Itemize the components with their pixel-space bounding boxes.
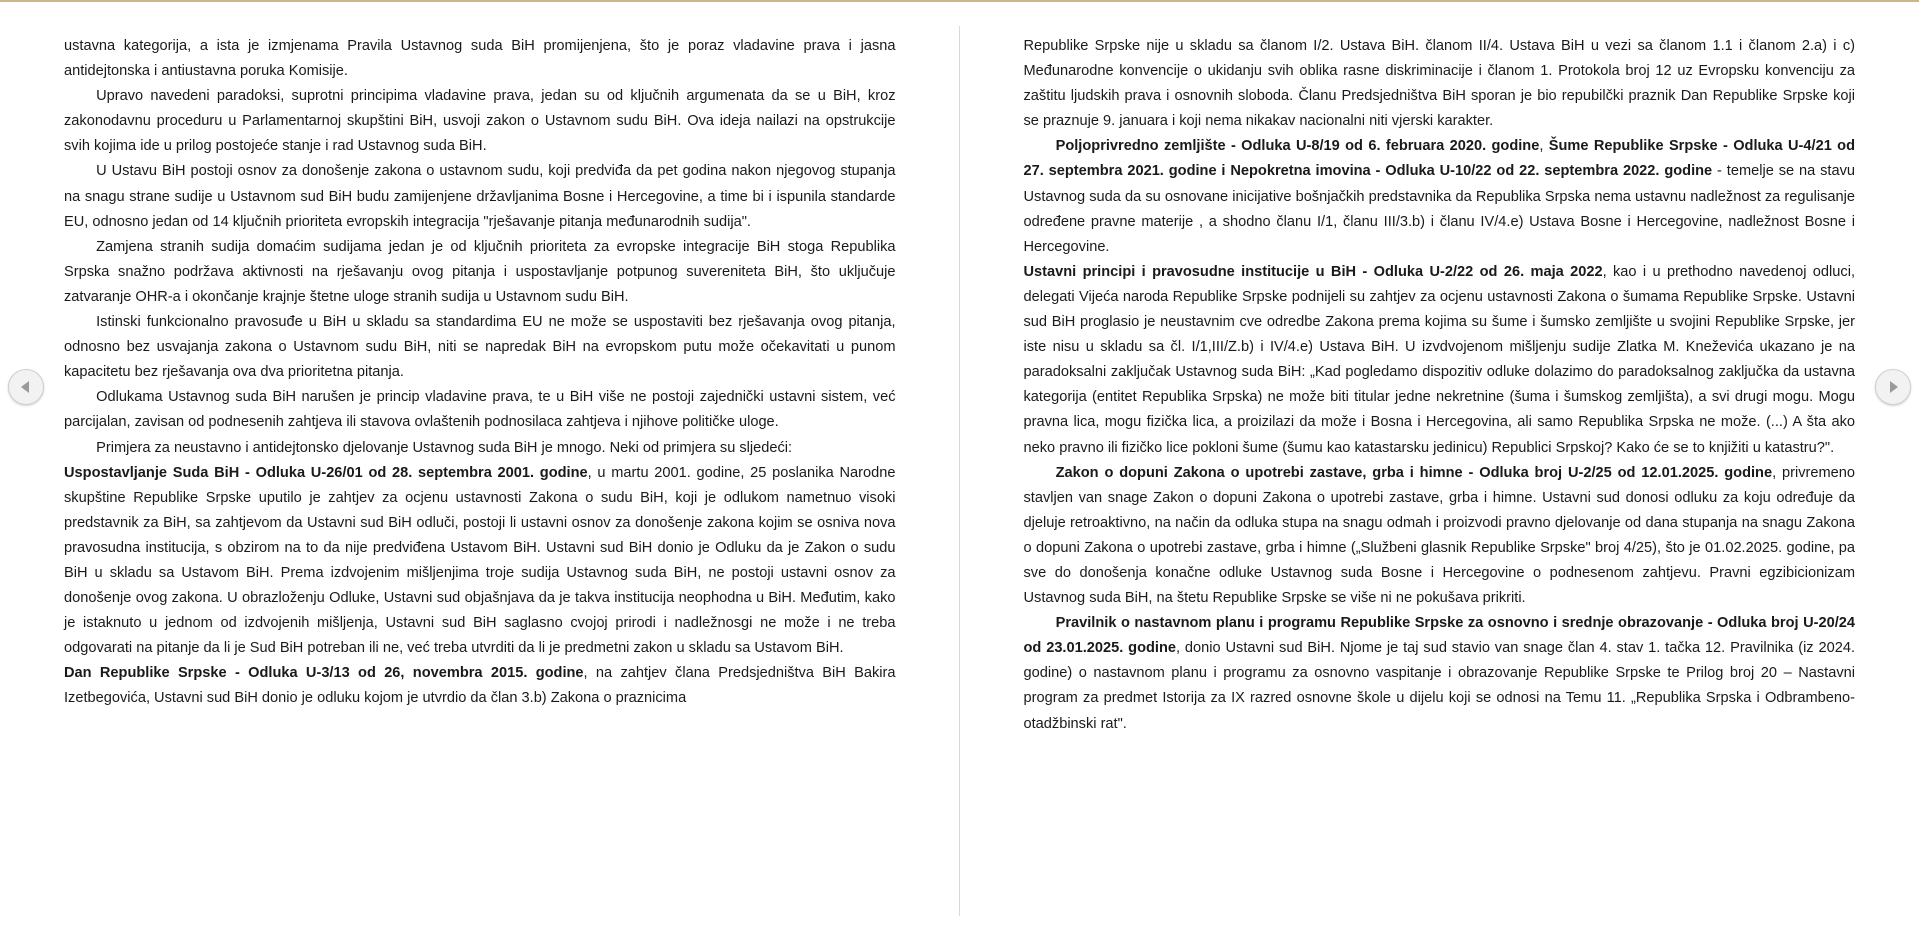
paragraph — [64, 436, 896, 461]
previous-page-button[interactable] — [8, 369, 44, 405]
paragraph — [64, 34, 896, 84]
text-run: Odlukama Ustavnog suda BiH narušen je princip vladavine prava, te u BiH više ne postoji zajednički ustavni sistem, već parcijalan, zavisan od podnesenih zahtjeva ili stavova ovlaštenih podnosilaca zahtjeva i njihove političke uloge. — [64, 389, 896, 431]
text-run: Primjera za neustavno i antidejtonsko djelovanje Ustavnog suda BiH je mnogo. Neki od primjera su sljedeći: — [96, 439, 793, 456]
page-left — [0, 2, 960, 938]
paragraph — [64, 84, 896, 159]
bold-run: Zakon o dopuni Zakona o upotrebi zastave, grba i himne - Odluka broj U-2/25 od 12.01.2025. godine — [1055, 464, 1773, 481]
bold-run: Uspostavljanje Suda BiH - Odluka U-26/01 od 28. septembra 2001. godine — [64, 464, 588, 481]
text-run: Republike Srpske nije u skladu sa članom I/2. Ustava BiH. članom II/4. Ustava BiH u vezi sa članom 1.1 i članom 2.a) i c) Međunarodne konvencije o ukidanju svih oblika rasne diskriminacije i članom 1. Protokola broj 12 uz Evropsku konvenciju za zaštitu ljudskih prava i osnovnih sloboda. Članu Predsjedništva BiH sporan je bio repubilčki praznik Dan Republike Srpske koji se praznuje 9. januara i koji nema nikakav nacionalni niti vjerski karakter. — [1023, 38, 1855, 130]
paragraph — [1024, 260, 1856, 461]
paragraph — [64, 461, 896, 662]
text-run: , privremeno stavljen van snage Zakon o dopuni Zakona o upotrebi zastave, grba i himne. Ustavni sud donosi odluku za koju određuje da djeluje retroaktivno, na način da odluka stupa na snagu odmah i proizvodi pravno djelovanje od dana stupanja na snagu Zakona o dopuni Zakona o upotrebi zastave, grba i himne („Službeni glasnik Republike Srpske" broj 4/25), što je 01.02.2025. godine, pa sve do donošenja konačne odluke Ustavnog suda Bosne i Hercegovine o podnesenom zahtjevu. Pravni egzibicionizam Ustavnog suda BiH, na štetu Republike Srpske se više ni ne pokušava prikriti. — [1023, 464, 1855, 607]
text-run: , donio Ustavni sud BiH. Njome je taj sud stavio van snage član 4. stav 1. tačka 12. Pravilnika (iz 2024. godine) o nastavnom planu i programu za osnovno vaspitanje i obrazovanje Republike Srpske te Prilog broj 20 – Nastavni program za predmet Istorija za IX razred osnovne škole u dijelu koji se odnosi na Temu 11. „Republika Srpska i Odbrambeno-otadžbinski rat". — [1023, 640, 1855, 732]
paragraph — [1024, 611, 1856, 736]
page-spread — [0, 2, 1919, 938]
chevron-left-icon — [19, 379, 33, 395]
text-run: ustavna kategorija, a ista je izmjenama Pravila Ustavnog suda BiH promijenjena, što je poraz vladavine prava i jasna antidejtonska i antiustavna poruka Komisije. — [64, 38, 896, 80]
text-run: Upravo navedeni paradoksi, suprotni principima vladavine prava, jedan su od ključnih argumenata da se u BiH, kroz zakonodavnu proceduru u Parlamentarnoj skupštini BiH, usvoji zakon o Ustavnom sudu BiH. Ova ideja nailazi na opstrukcije svih kojima ide u prilog postojeće stanje i rad Ustavnog suda BiH. — [64, 88, 896, 155]
text-run: , u martu 2001. godine, 25 poslanika Narodne skupštine Republike Srpske uputilo je zahtjev za ocjenu ustavnosti Zakona o sudu BiH, koji je odlukom nametnuo visoki predstavnik za BiH, sa zahtjevom da Ustavni sud BiH odluči, postoji li ustavni osnov za donošenje zakona kojim se osniva nova pravosudna institucija, s obzirom na to da nije predviđena Ustavom BiH. Ustavni sud BiH donio je Odluku da je Zakon o sudu BiH u skladu sa Ustavom BiH. Prema izdvojenim mišljenjima troje sudija Ustavnog suda BiH, ne postoji ustavni osnov za donošenje ovog zakona. U obrazloženju Odluke, Ustavni sud objašnjava da je takva institucija neophodna u BiH. Međutim, kako je istaknuto u jednom od izdvojenih mišljenja, Ustavni sud BiH saglasno cvojoj prirodi i nadležnosgi ne može i ne treba odgovarati na pitanje da li je Sud BiH potreban ili ne, već treba utvrditi da li je predmetni zakon u skladu sa Ustavom BiH. — [64, 464, 896, 657]
bold-run: Dan Republike Srpske - Odluka U-3/13 od 26, novembra 2015. godine — [64, 665, 584, 682]
paragraph — [64, 385, 896, 435]
bold-run: Šume Republike Srpske - Odluka U-4/21 od 27. septembra 2021. godine i Nepokretna imovina - Odluka U-10/22 od 22. septembra 2022. godine — [1023, 138, 1856, 180]
text-run: Zamjena stranih sudija domaćim sudijama jedan je od ključnih prioriteta za evropske integracije BiH stoga Republika Srpska snažno podržava aktivnosti na rješavanju ovog pitanja i uspostavljanje potpunog suvereniteta BiH, što uključuje zatvaranje OHR-a i okončanje krajnje štetne uloge stranih sudija u Ustavnom sudu BiH. — [64, 238, 896, 305]
paragraph — [1024, 461, 1856, 612]
right-column-text — [1024, 34, 1856, 737]
text-run: , kao i u prethodno navedenoj odluci, delegati Vijeća naroda Republike Srpske podnijeli su zahtjev za ocjenu ustavnosti Zakona o šumama Republike Srpske. Ustavni sud BiH proglasio je neustavnim cve odredbe Zakona prema kojima su šume i šumsko zemljište u svojini Republike Srpske, jer iste nisu u skladu sa čl. I/1,III/Z.b) i IV/4.e) Ustava BiH. U izvdvojenom mišljenju sudije Zlatka M. Kneževića ukazano je na paradoksalni zaključak Ustavnog suda BiH: „Kad pogledamo dispozitiv odluke dolazimo do paradoksalnog zaključka da ustavna kategorija (entitet Republika Srpska) ne može biti titular jedne nekretnine (šuma i šumskog zemljišta), a svi drugi mogu. Mogu pravna lica, mogu fizička lica, a proizilazi da može i Bosna i Hercegovina, ali samo Republika Srpska ne može. (...) A šta ako neko pravno ili fizičko lice pokloni šume (šumu kao katastarsku jedinicu) Republici Srpskoj? Kako će se to knjižiti u katastru?". — [1023, 263, 1855, 456]
paragraph — [64, 159, 896, 234]
next-page-button[interactable] — [1875, 369, 1911, 405]
paragraph — [1024, 34, 1856, 134]
paragraph — [1024, 134, 1856, 259]
chevron-right-icon — [1886, 379, 1900, 395]
paragraph — [64, 235, 896, 310]
paragraph — [64, 661, 896, 711]
bold-run: Ustavni principi i pravosudne institucije u BiH - Odluka U-2/22 od 26. maja 2022 — [1023, 263, 1603, 280]
bold-run: Poljoprivredno zemljište - Odluka U-8/19 od 6. februara 2020. godine — [1055, 138, 1540, 155]
text-run: Istinski funkcionalno pravosuđe u BiH u skladu sa standardima EU ne može se uspostaviti bez rješavanja ovog pitanja, odnosno bez usvajanja zakona o Ustavnom sudu BiH, niti se napredak BiH na evropskom putu može očekavitati u punom kapacitetu bez rješavanja ova dva prioritetna pitanja. — [64, 314, 896, 381]
bold-run: Pravilnik o nastavnom planu i programu Republike Srpske za osnovno i srednje obrazovanje - Odluka broj U-20/24 od 23.01.2025. godine — [1023, 615, 1855, 657]
paragraph — [64, 310, 896, 385]
text-run: , na zahtjev člana Predsjedništva BiH Bakira Izetbegovića, Ustavni sud BiH donio je odluku kojom je utvrdio da član 3.b) Zakona o praznicima — [64, 665, 896, 707]
text-run: , — [1539, 138, 1549, 155]
text-run: U Ustavu BiH postoji osnov za donošenje zakona o ustavnom sudu, koji predviđa da pet godina nakon njegovog stupanja na snagu strane sudije u Ustavnom sud BiH budu zamijenjene državljanima Bosne i Hercegovine, a time bi i ispunila standarde EU, odnosno jedan od 14 ključnih prioriteta evropskih integracija "rješavanje pitanja međunarodnih sudija". — [64, 163, 896, 230]
text-run: - temelje se na stavu Ustavnog suda da su osnovane inicijative bošnjačkih predstavnika da Republika Srpska nema ustavnu nadležnost za regulisanje određene pravne materije , a shodno članu I/1, članu III/3.b) i članu IV/4.e) Ustava Bosne i Hercegovine, nadležnost Bosne i Hercegovine. — [1023, 163, 1855, 255]
left-column-text — [64, 34, 896, 712]
page-right — [960, 2, 1919, 938]
